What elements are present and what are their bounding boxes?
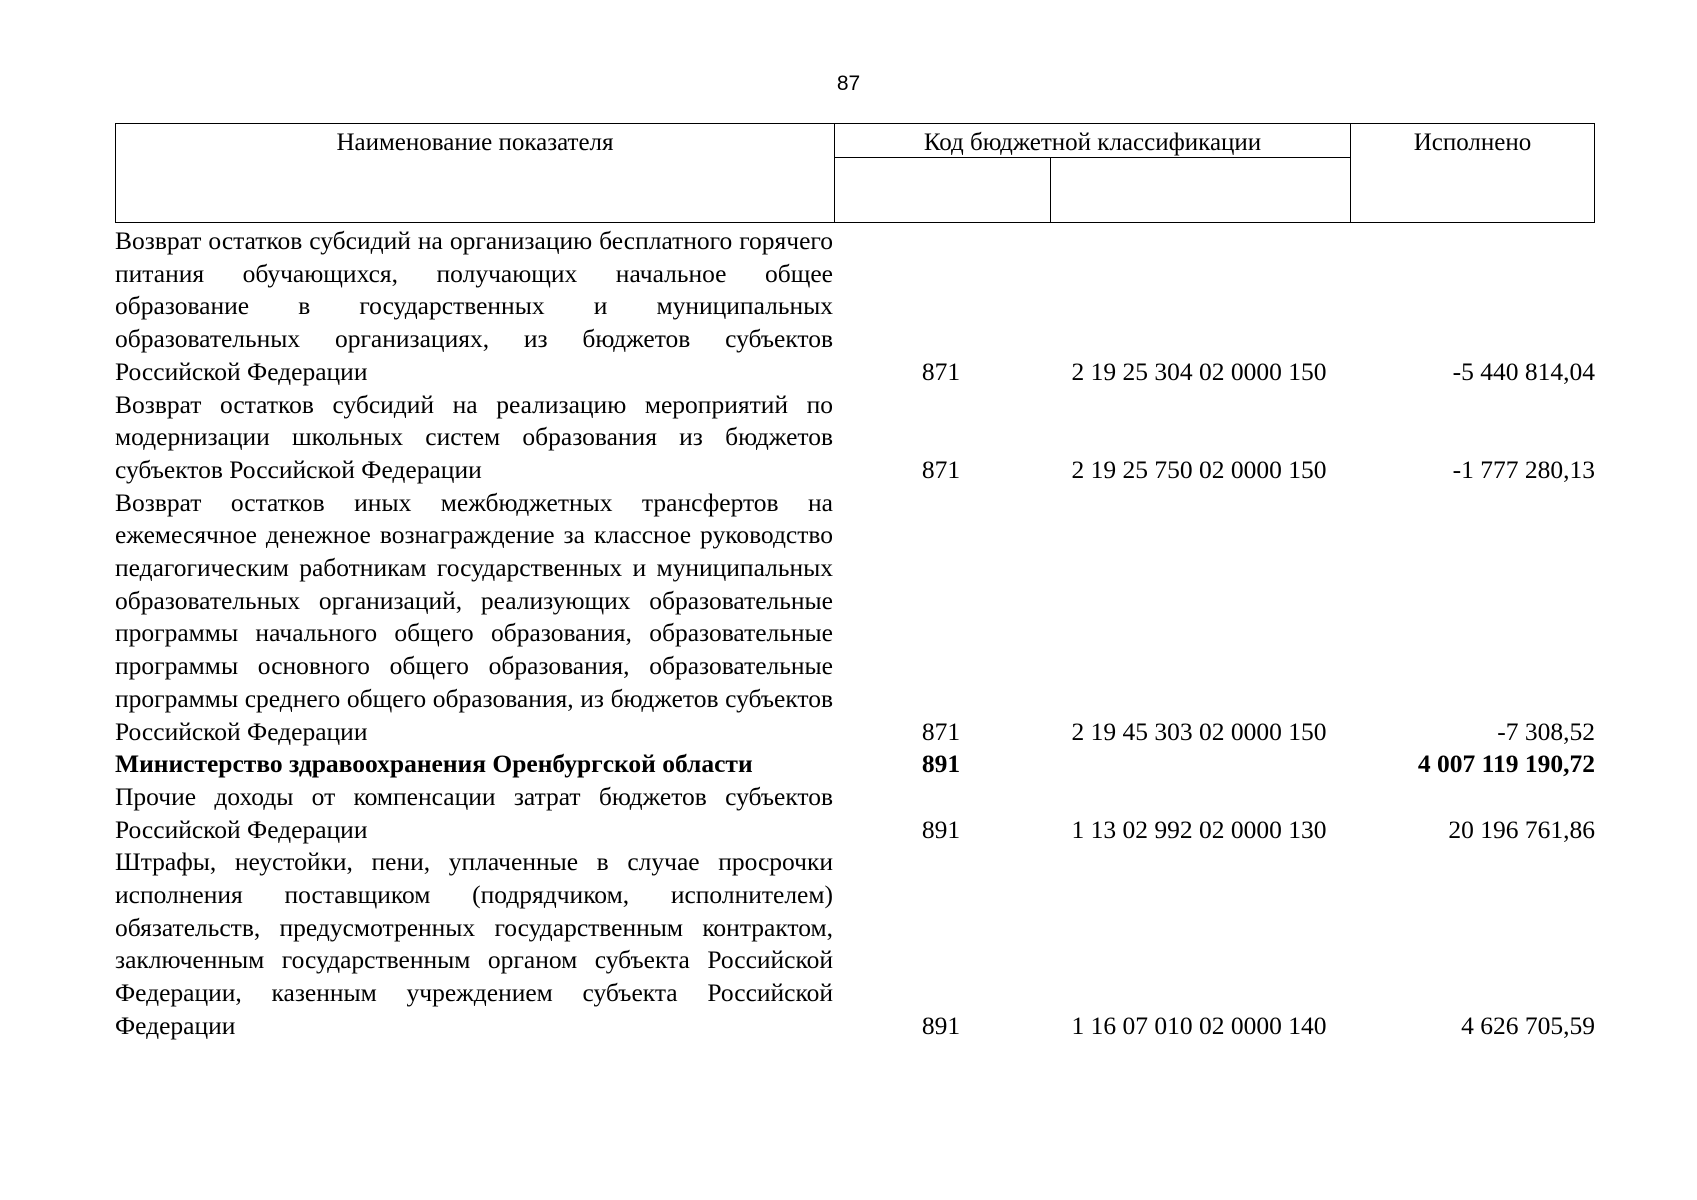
table-row (115, 487, 1595, 749)
table-row (115, 846, 1595, 1042)
row-amount: 4 626 705,59 (1461, 1010, 1595, 1040)
row-amount: 4 007 119 190,72 (1417, 749, 1595, 779)
row-admin-code: 891 (921, 749, 961, 779)
row-admin-code: 871 (921, 356, 961, 386)
header-code-admin-subcolumn (834, 158, 1050, 222)
header-done-column: Исполнено (1350, 124, 1594, 222)
table-body (115, 225, 1595, 1043)
row-amount: -5 440 814,04 (1452, 356, 1595, 386)
row-budget-code: 2 19 45 303 02 0000 150 (1071, 716, 1327, 746)
row-admin-code: 891 (921, 814, 961, 844)
table-row-section-header (115, 748, 1595, 781)
row-name: Возврат остатков субсидий на реализацию мероприятий по модернизации школьных систем образования из бюджетов субъектов Российской Федерации (115, 389, 833, 484)
row-amount: -1 777 280,13 (1452, 454, 1595, 484)
row-name: Прочие доходы от компенсации затрат бюджетов субъектов Российской Федерации (115, 781, 833, 844)
table-row (115, 389, 1595, 487)
row-name: Возврат остатков иных межбюджетных трансфертов на ежемесячное денежное вознаграждение за классное руководство педагогическим работникам государственных и муниципальных образовательных организаций, реализующих образовательные программы начального общего образования, образовательные программы основного общего образования, образовательные программы среднего общего образования, из бюджетов субъектов Российской Федерации (115, 487, 833, 746)
table-row (115, 225, 1595, 389)
row-admin-code: 891 (921, 1010, 961, 1040)
row-budget-code: 1 16 07 010 02 0000 140 (1071, 1010, 1327, 1040)
row-amount: -7 308,52 (1497, 716, 1595, 746)
row-budget-code: 1 13 02 992 02 0000 130 (1071, 814, 1327, 844)
row-budget-code: 2 19 25 304 02 0000 150 (1071, 356, 1327, 386)
header-code-number-subcolumn (1050, 158, 1350, 222)
header-code-column: Код бюджетной классификации (834, 124, 1350, 158)
row-admin-code: 871 (921, 716, 961, 746)
row-budget-code: 2 19 25 750 02 0000 150 (1071, 454, 1327, 484)
row-amount: 20 196 761,86 (1448, 814, 1595, 844)
row-admin-code: 871 (921, 454, 961, 484)
table-row (115, 781, 1595, 846)
row-name: Министерство здравоохранения Оренбургской области (115, 749, 753, 779)
header-name-column: Наименование показателя (336, 129, 614, 156)
table-header (115, 123, 1595, 223)
row-name: Возврат остатков субсидий на организацию бесплатного горячего питания обучающихся, получающих начальное общее образование в государственных и муниципальных образовательных организациях, из бюджетов субъектов Российской Федерации (115, 226, 833, 386)
page-number: 87 (836, 72, 861, 95)
row-name: Штрафы, неустойки, пени, уплаченные в случае просрочки исполнения поставщиком (подрядчиком, исполнителем) обязательств, предусмотренных государственным контрактом, заключенным государственным органом субъекта Российской Федерации, казенным учреждением субъекта Российской Федерации (115, 847, 833, 1040)
